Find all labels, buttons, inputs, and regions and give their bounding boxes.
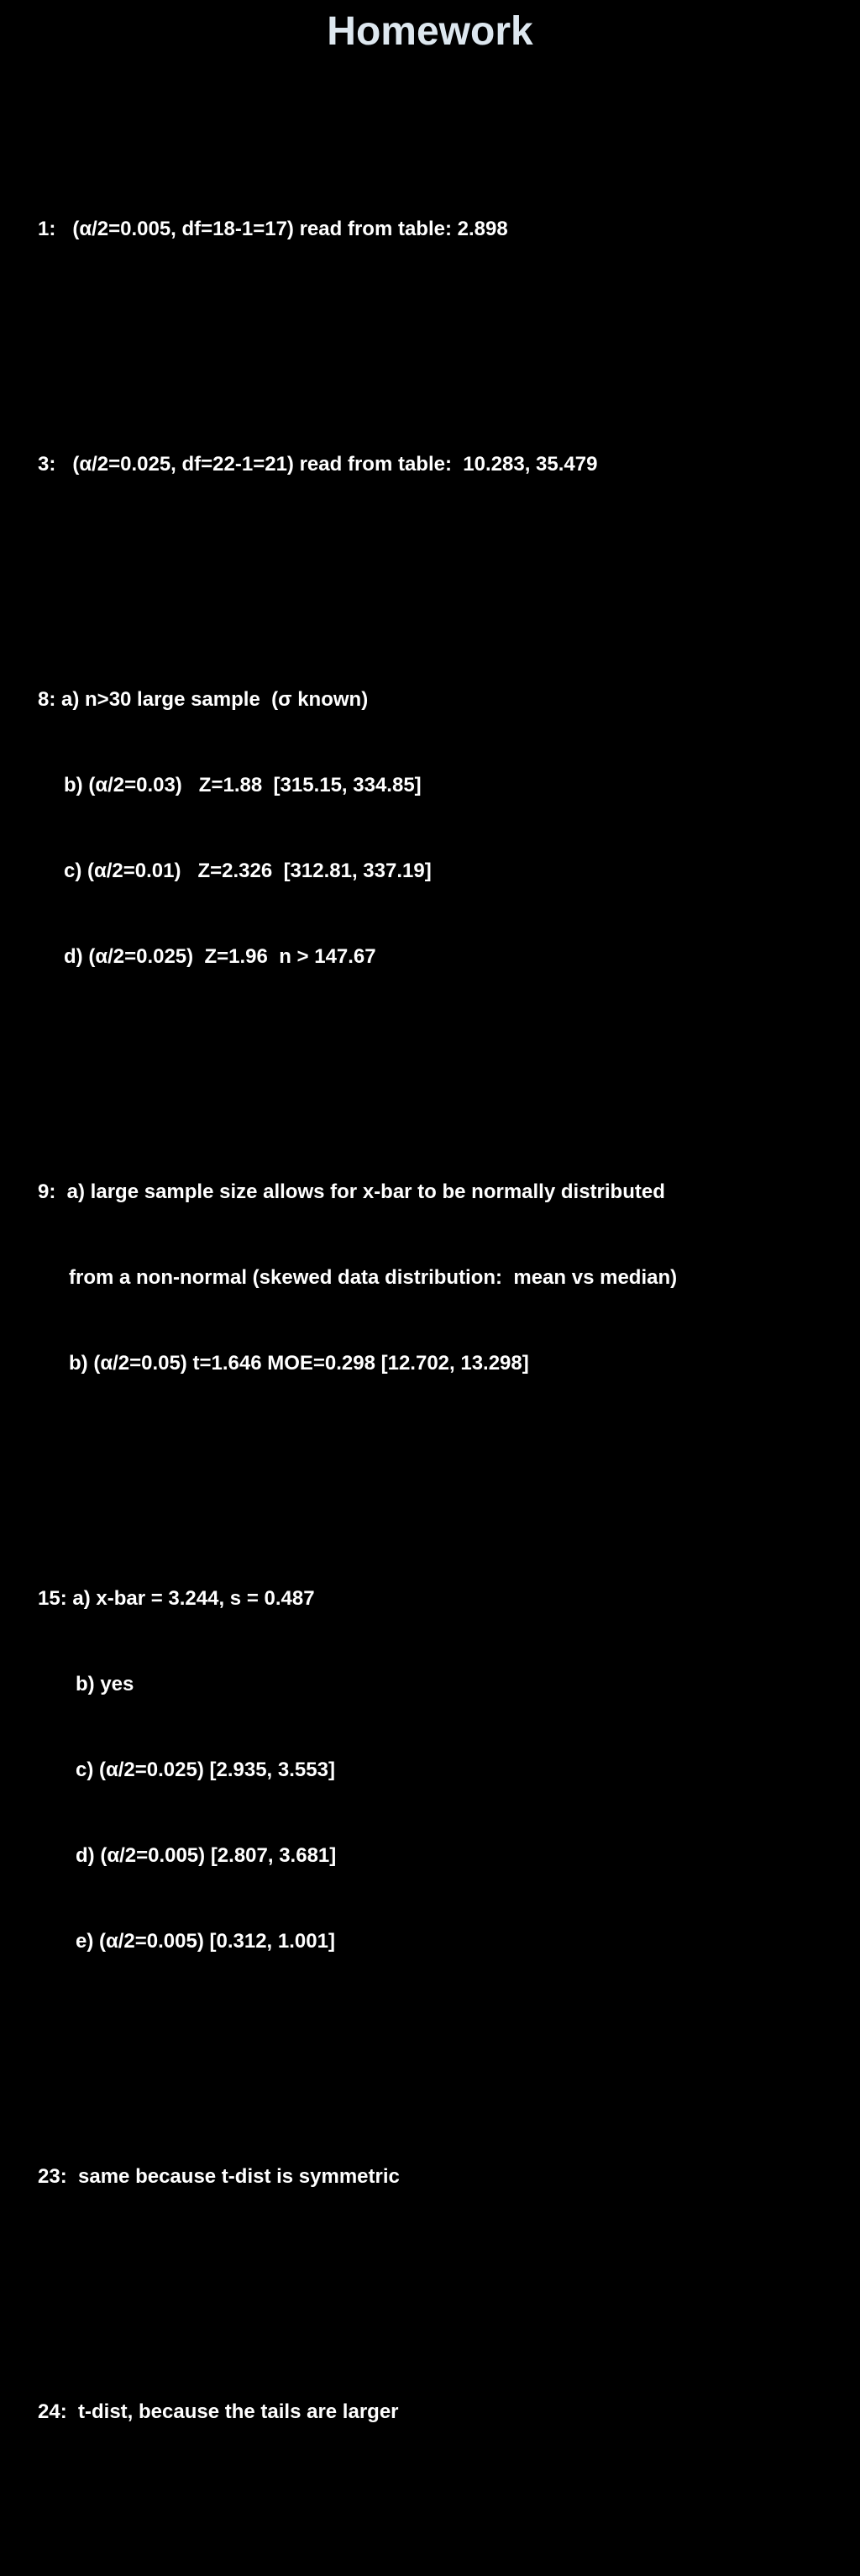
answer-subline: d) (α/2=0.005) [2.807, 3.681] <box>76 1844 337 1867</box>
answer-9 <box>38 1121 844 1435</box>
answer-subline: c) (α/2=0.01) Z=2.326 [312.81, 337.19] <box>64 860 432 882</box>
answer-8 <box>38 628 844 1028</box>
answer-line: 23: same because t-dist is symmetric <box>38 2165 400 2188</box>
answer-line: 1: (α/2=0.005, df=18-1=17) read from table: 2.898 <box>38 218 508 240</box>
slide-title: Homework <box>327 9 533 54</box>
answer-3 <box>38 393 844 536</box>
answer-1 <box>38 158 844 301</box>
answer-subline: d) (α/2=0.025) Z=1.96 n > 147.67 <box>64 945 376 968</box>
homework-answers <box>38 72 844 2576</box>
answer-line: 8: a) n>30 large sample (σ known) <box>38 688 369 711</box>
answer-line: 3: (α/2=0.025, df=22-1=21) read from table: 10.283, 35.479 <box>38 453 598 476</box>
answer-23 <box>38 2105 844 2248</box>
answer-line: 24: t-dist, because the tails are larger <box>38 2400 399 2423</box>
answer-subline: b) (α/2=0.05) t=1.646 MOE=0.298 [12.702, 13.298] <box>69 1352 529 1375</box>
answer-line: 9: a) large sample size allows for x-bar to be normally distributed <box>38 1180 665 1203</box>
answer-subline: c) (α/2=0.025) [2.935, 3.553] <box>76 1759 335 1781</box>
answer-subline: from a non-normal (skewed data distribution: mean vs median) <box>69 1266 678 1289</box>
answer-24 <box>38 2341 844 2484</box>
answer-subline: b) (α/2=0.03) Z=1.88 [315.15, 334.85] <box>64 774 422 796</box>
answer-subline: b) yes <box>76 1673 134 1695</box>
answer-subline: e) (α/2=0.005) [0.312, 1.001] <box>76 1930 335 1953</box>
answer-line: 15: a) x-bar = 3.244, s = 0.487 <box>38 1587 315 1610</box>
answer-15 <box>38 1527 844 2013</box>
